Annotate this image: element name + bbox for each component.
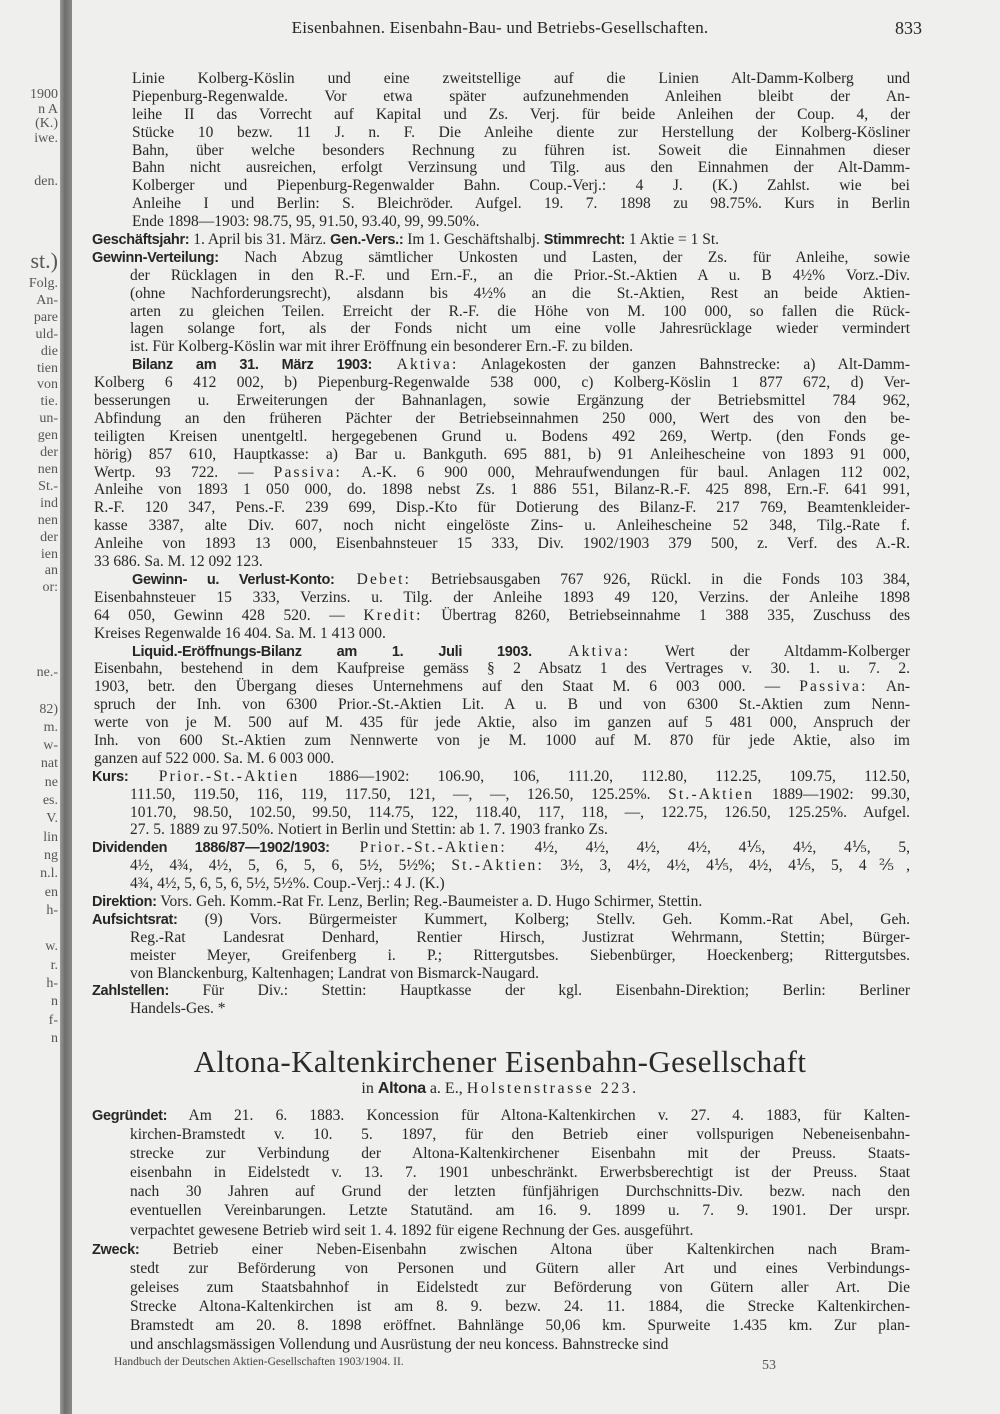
bold-label: Aufsichtsrat: xyxy=(92,911,178,928)
section-gewinn-verlust-konto xyxy=(0,571,1000,643)
facing-page-fragment: ne xyxy=(44,774,58,790)
body-text: Strecke Altona-Kaltenkirchen ist am 8. 9. bezw. 24. 11. 1884, die Strecke Kaltenkirchen- xyxy=(130,1297,910,1315)
text-line xyxy=(92,1106,910,1125)
text-line xyxy=(130,929,910,947)
body-text: (9) Vors. Bürgermeister Kummert, Kolberg; Stellv. Geh. Komm.-Rat Abel, Geh. xyxy=(177,910,910,928)
body-text: Eisenbahn, bestehend in dem Kaufpreise gemäss § 2 Absatz 1 des Vertrages v. 30. 1. u. 7. 2. xyxy=(94,660,910,678)
bold-label: Dividenden 1886/87—1902/1903: xyxy=(92,840,330,857)
text-line xyxy=(130,947,910,965)
text-line xyxy=(94,660,910,678)
facing-page-fragment: r. xyxy=(50,957,58,973)
body-text: ist. Für Kolberg-Köslin war mit ihrer Eröffnung ein besonderer Ern.-F. zu bilden. xyxy=(130,338,634,356)
text-line xyxy=(94,410,910,428)
bold-label: Bilanz am 31. März 1903: xyxy=(132,357,373,374)
facing-page-fragment: m. xyxy=(43,719,58,735)
text-line xyxy=(132,213,910,231)
body-text: werte von je M. 500 auf M. 435 für jede Aktie, also im ganzen auf 5 481 000, Anspruch der xyxy=(94,714,910,732)
text-line xyxy=(94,678,910,696)
running-header xyxy=(0,18,1000,42)
body-text: 4½, 4¾, 4½, 5, 6, 5, 6, 5½, 5½%; xyxy=(130,857,452,875)
body-text: Inh. von 600 St.-Aktien zum Nennwerte von je M. 1000 auf M. 870 für jede Aktie, also im xyxy=(94,731,910,749)
facing-page-fragment: Folg. xyxy=(28,276,58,291)
body-text: der Rücklagen in den R.-F. und Ern.-F., an die Prior.-St.-Aktien A u. B 4½% Vorz.-Div. xyxy=(130,266,910,284)
text-line xyxy=(92,893,910,911)
facing-page-fragment: n.l. xyxy=(40,866,58,882)
subtitle-rest: a. E., xyxy=(425,1080,467,1097)
body-text: Kreises Regenwalde 16 404. Sa. M. 1 413 000. xyxy=(94,624,386,642)
text-line xyxy=(94,625,910,643)
text-line xyxy=(94,732,910,750)
text-line xyxy=(130,1335,910,1354)
body-text: Anleihe I und Berlin: S. Bleichröder. Aufgel. 19. 7. 1898 zu 98.75%. Kurs in Berlin xyxy=(132,195,910,213)
spaced-label: Aktiva: xyxy=(372,356,459,374)
body-text: Vors. Geh. Komm.-Rat Fr. Lenz, Berlin; Reg.-Baumeister a. D. Hugo Schirmer, Stettin. xyxy=(156,892,703,910)
body-text: ganzen auf 522 000. Sa. M. 6 003 000. xyxy=(94,749,335,767)
text-line xyxy=(130,1182,910,1201)
facing-page-fragment: von xyxy=(37,377,58,393)
body-text: besserungen u. Erweiterungen der Bahnanlagen, sowie Ergänzung der Betriebsmittel 784 962, xyxy=(94,392,910,410)
body-text: 111.50, 119.50, 116, 119, 117.50, 121, —, —, 126.50, 125.25%. xyxy=(130,785,669,803)
facing-page-fragment: un- xyxy=(39,411,58,427)
body-text: 64 050, Gewinn 428 520. — xyxy=(94,606,364,624)
section-zahlstellen xyxy=(0,982,1000,1018)
facing-page-fragment: ne.- xyxy=(36,665,58,680)
bold-label: Gewinn-Verteilung: xyxy=(92,249,219,266)
text-line xyxy=(132,106,910,124)
text-line xyxy=(130,1259,910,1278)
text-line xyxy=(132,124,910,142)
text-line xyxy=(130,320,910,338)
bold-label: Kurs: xyxy=(92,768,129,785)
body-text: Eisenbahnsteuer 15 333, Verzins. u. Tilg. der Anleihe 1893 49 120, Verzins. der Anleihe 1898 xyxy=(94,588,910,606)
facing-page-fragment: iwe. xyxy=(34,130,58,146)
body-text: Kolberg 6 412 002, b) Piepenburg-Regenwalde 538 000, c) Kolberg-Köslin 1 877 672, d) Ver- xyxy=(94,374,910,392)
bold-label: Direktion: xyxy=(92,893,157,910)
bold-label: Gegründet: xyxy=(92,1108,168,1124)
company-address: Holstenstrasse 223. xyxy=(466,1080,639,1097)
body-text: Linie Kolberg-Köslin und eine zweitstellige auf die Linien Alt-Damm-Kolberg und xyxy=(132,70,910,87)
text-line xyxy=(130,786,910,804)
section-gewinn-verteilung xyxy=(0,249,1000,356)
facing-page-fragment: die xyxy=(40,343,58,359)
text-line xyxy=(94,428,910,446)
bold-label: Stimmrecht: xyxy=(543,232,626,249)
body-text: arten zu gleichen Teilen. Erreicht der R.-F. die Höhe von M. 100 000, so fallen die Rück- xyxy=(130,302,910,320)
page-number: 833 xyxy=(895,18,922,38)
text-line xyxy=(94,589,910,607)
body-text: von Blanckenburg, Kaltenhagen; Landrat von Bismarck-Naugard. xyxy=(130,964,540,982)
facing-page-fragment: n xyxy=(51,994,58,1010)
body-text: 101.70, 98.50, 102.50, 99.50, 114.75, 122, 118.40, 117, 118, —, 122.75, 126.50, 125.25%. Aufgel. xyxy=(130,803,910,821)
text-line xyxy=(130,1201,910,1220)
body-text: meister Meyer, Greifenberg i. P.; Rittergutsbes. Siebenbürger, Hoeckenberg; Rittergutsbes. xyxy=(130,946,910,964)
text-line xyxy=(130,267,910,285)
previous-company-entry xyxy=(0,70,1000,1018)
body-text: Stücke 10 bezw. 11 J. n. F. Die Anleihe diente zur Herstellung der Kolberg-Kösliner xyxy=(132,123,910,141)
text-line xyxy=(94,374,910,392)
text-line xyxy=(94,517,910,535)
section-dividenden xyxy=(0,839,1000,893)
spaced-label: Prior.-St.-Aktien xyxy=(128,767,300,785)
body-text: leihe II das Vorrecht auf Kapital und Zs. Verj. für beide Anleihen der Coup. 4, der xyxy=(132,105,910,123)
body-text: (ohne Nachforderungsrecht), alsdann bis 4½% an die St.-Aktien, Rest an beide Aktien- xyxy=(130,284,910,302)
body-text: 33 686. Sa. M. 12 092 123. xyxy=(94,553,263,571)
body-text: teiligten Kreisen unentgeltl. hergegebenen Grund u. Bodens 492 269, Wertp. (den Fonds ge- xyxy=(94,427,910,445)
body-text: verpachtet gewesene Betrieb wird seit 1. 4. 1892 für eigene Rechnung der Ges. ausgeführt. xyxy=(130,1221,694,1239)
text-line xyxy=(94,553,910,571)
bold-label: Geschäftsjahr: xyxy=(92,232,190,249)
facing-page-fragment: n A xyxy=(38,101,58,117)
section-geschaeftsjahr xyxy=(0,231,1000,249)
section-zweck xyxy=(0,1240,1000,1355)
spaced-label: Kredit: xyxy=(363,606,423,624)
body-text: kirchen-Bramstedt v. 10. 5. 1897, für den Betrieb einer vollspurigen Nebeneisenbahn- xyxy=(130,1126,910,1144)
section-direktion xyxy=(0,893,1000,911)
text-line xyxy=(130,1144,910,1163)
facing-page-fragment: lin xyxy=(43,829,58,845)
text-line xyxy=(130,1125,910,1144)
facing-page-fragment: gen xyxy=(37,428,58,444)
facing-page-fragment: der xyxy=(40,529,58,545)
body-text: Ende 1898—1903: 98.75, 95, 91.50, 93.40, 99, 99.50%. xyxy=(132,213,480,231)
body-text: Piepenburg-Regenwalde. Vor etwa später aufzunehmenden Anleihen bleibt der An- xyxy=(132,87,910,105)
text-line xyxy=(92,768,910,786)
text-line xyxy=(94,392,910,410)
bold-label: Gen.-Vers.: xyxy=(330,232,404,249)
facing-page-fragment: (K.) xyxy=(35,116,58,131)
facing-page-fragment: V. xyxy=(46,811,58,827)
company-title: Altona-Kaltenkirchener Eisenbahn-Gesellschaft xyxy=(193,1044,807,1079)
text-line xyxy=(130,338,910,356)
text-line xyxy=(132,643,910,661)
section-kurs xyxy=(0,768,1000,840)
body-text: Am 21. 6. 1883. Koncession für Altona-Kaltenkirchen v. 27. 4. 1883, für Kalten- xyxy=(167,1107,910,1124)
text-line xyxy=(130,285,910,303)
facing-page-fragment: h- xyxy=(46,976,58,992)
facing-page-fragment: nen xyxy=(37,512,58,528)
text-line xyxy=(130,875,910,893)
text-line xyxy=(130,857,910,875)
body-text: R.-F. 120 347, Pens.-F. 239 699, Disp.-Kto für Dotierung des Bilanz-F. 217 769, Beamtenkleider- xyxy=(94,499,910,517)
text-line xyxy=(132,70,910,88)
body-text: Anleihe von 1893 1 050 000, do. 1898 nebst Zs. 1 886 551, Bilanz-R.-F. 425 898, Ern.-F. 641 991, xyxy=(94,481,910,499)
text-line xyxy=(92,231,910,249)
spaced-label: St.-Aktien: xyxy=(451,857,545,875)
body-text: 1886—1902: 106.90, 106, 111.20, 112.80, 112.25, 109.75, 112.50, xyxy=(299,767,910,785)
text-line xyxy=(92,911,910,929)
body-text: Bramstedt am 20. 8. 1898 eröffnet. Bahnlänge 50,06 km. Spurweite 1.435 km. Zur plan- xyxy=(130,1317,910,1335)
body-text: Anlagekosten der ganzen Bahnstrecke: a) Alt-Damm- xyxy=(458,356,910,374)
text-line xyxy=(132,159,910,177)
facing-page-fragment: den. xyxy=(34,174,58,189)
facing-page-fragment: f- xyxy=(48,1012,58,1028)
body-text: Reg.-Rat Landesrat Denhard, Rentier Hirsch, Justizrat Wehrmann, Stettin; Bürger- xyxy=(130,928,910,946)
facing-page-fragment: pare xyxy=(33,309,58,325)
section-bilanz xyxy=(0,356,1000,571)
body-text: Wertp. 93 722. — xyxy=(94,463,274,481)
facing-page-fragment: en xyxy=(44,884,58,900)
footer-source: Handbuch der Deutschen Aktien-Gesellschaften 1903/1904. II. xyxy=(114,1356,404,1368)
body-text: A.-K. 6 900 000, Mehraufwendungen für baul. Anlagen 112 002, xyxy=(342,463,910,481)
body-text: Bahn, über welche besonders Rechnung zu führen ist. Soweit die Einnahmen dieser xyxy=(132,141,910,159)
facing-page-fragment: h- xyxy=(46,902,58,918)
body-text: kasse 3387, alte Div. 607, noch nicht eingelöste Zins- u. Anleihescheine 52 348, Tilg.-Rate f. xyxy=(94,517,910,535)
subtitle-in: in xyxy=(361,1080,378,1097)
section-anleihe-text xyxy=(0,70,1000,231)
bold-label: Gewinn- u. Verlust-Konto: xyxy=(132,571,335,588)
text-line xyxy=(130,1221,910,1240)
facing-page-fragment: n xyxy=(51,1030,58,1046)
text-line xyxy=(130,1000,910,1018)
facing-page-fragment: 82) xyxy=(39,701,58,717)
body-text: Bahn nicht ausreichen, erfolgt Verzinsung und Tilg. aus den Einnahmen der Alt-Damm- xyxy=(132,159,910,177)
text-line xyxy=(92,249,910,267)
body-text: 27. 5. 1889 zu 97.50%. Notiert in Berlin und Stettin: ab 1. 7. 1903 franko Zs. xyxy=(130,821,608,839)
body-text: 4¾, 4½, 5, 6, 5, 6, 5½, 5½%. Coup.-Verj.: 4 J. (K.) xyxy=(130,875,445,893)
bold-label: Zahlstellen: xyxy=(92,983,169,1000)
facing-page-fragment: 1900 xyxy=(30,88,58,102)
text-line xyxy=(132,195,910,213)
body-text: Betriebsausgaben 767 926, Rückl. in die Fonds 103 384, xyxy=(411,570,910,588)
section-gegruendet xyxy=(0,1106,1000,1240)
facing-page-fragment: nen xyxy=(37,461,58,477)
facing-page-fragment: nat xyxy=(40,756,58,772)
text-line xyxy=(132,88,910,106)
facing-page-fragment: w- xyxy=(43,738,58,754)
spaced-label: Passiva: xyxy=(799,678,868,696)
body-text: nach 30 Jahren auf Grund der letzten fünfjährigen Durchschnitts-Div. bezw. nach den xyxy=(130,1183,910,1201)
body-text: Abfindung an den früheren Pächter der Betriebseinnahmen 250 000, Wert des von den be- xyxy=(94,409,910,427)
spaced-label: Debet: xyxy=(334,570,412,588)
body-text: stedt zur Beförderung von Personen und Gütern aller Art und eines Verbindungs- xyxy=(130,1259,910,1277)
spaced-label: Prior.-St.-Aktien: xyxy=(329,839,507,857)
text-line xyxy=(94,446,910,464)
bold-label: Liquid.-Eröffnungs-Bilanz am 1. Juli 1903. xyxy=(132,643,532,660)
text-line xyxy=(130,1316,910,1335)
body-text: Nach Abzug sämtlicher Unkosten und Lasten, der Zs. für Anleihe, sowie xyxy=(218,248,910,266)
body-text: 1889—1902: 99.30, xyxy=(754,785,910,803)
body-text: spruch der Inh. von 6300 Prior.-St.-Aktien Lit. A u. B und von 6300 St.-Aktien zum Nenn- xyxy=(94,696,910,714)
body-text: eventuellen Vereinbarungen. Letzte Statutänd. am 16. 9. 1899 u. 7. 9. 1901. Der urspr. xyxy=(130,1202,910,1220)
body-text: eisenbahn in Eidelstedt v. 13. 7. 1901 unbeschränkt. Erwerbsberechtigt ist der Preuss. Staat xyxy=(130,1164,910,1182)
body-text: strecke zur Verbindung der Altona-Kaltenkirchener Eisenbahn mit der Preuss. Staats- xyxy=(130,1145,910,1163)
facing-page-fragment: ind xyxy=(40,495,58,511)
body-text: 1903, betr. den Übergang dieses Unternehmens auf den Staat M. 6 003 000. — xyxy=(94,678,800,696)
body-text: Für Div.: Stettin: Hauptkasse der kgl. Eisenbahn-Direktion; Berlin: Berliner xyxy=(168,982,910,1000)
facing-page-fragment: an xyxy=(44,563,58,579)
facing-page-fragment: st.) xyxy=(30,248,58,273)
facing-page-fragment: w. xyxy=(45,939,58,955)
text-line xyxy=(94,464,910,482)
text-line xyxy=(130,804,910,822)
body-text: hörig) 857 610, Hauptkasse: a) Bar u. Bankguth. 695 881, b) 91 Anleihescheine von 1893 91 000, xyxy=(94,445,910,463)
facing-page-fragment: or: xyxy=(42,580,58,596)
company-subtitle xyxy=(0,1080,1000,1098)
body-text: 1 Aktie = 1 St. xyxy=(625,231,720,249)
bold-label: Zweck: xyxy=(92,1241,140,1258)
text-line xyxy=(94,714,910,732)
facing-page-fragment: uld- xyxy=(35,326,58,342)
body-text: und anschlagsmässigen Vollendung und Ausrüstung der neu koncess. Bahnstrecke sind xyxy=(130,1336,669,1354)
body-text: Übertrag 8260, Betriebseinnahme 1 388 335, Zuschuss des xyxy=(422,606,911,624)
body-text: Wert der Altdamm-Kolberger xyxy=(630,642,910,660)
text-line xyxy=(94,535,910,553)
body-text: 1. April bis 31. März. xyxy=(189,231,331,249)
body-text: An- xyxy=(867,678,910,696)
body-text: Handels-Ges. * xyxy=(130,1000,226,1018)
body-text: geleises zum Staatsbahnhof in Eidelstedt zur Beförderung von Gütern aller Art. Die xyxy=(130,1278,910,1296)
text-line xyxy=(132,356,910,374)
body-text: 4½, 4½, 4½, 4½, 4⅕, 4½, 4⅕, 5, xyxy=(506,839,910,857)
text-line xyxy=(132,571,910,589)
section-liquid-bilanz xyxy=(0,643,1000,768)
text-line xyxy=(130,1163,910,1182)
text-line xyxy=(132,142,910,160)
company-city: Altona xyxy=(377,1080,426,1097)
running-header-title: Eisenbahnen. Eisenbahn-Bau- und Betriebs-Gesellschaften. xyxy=(291,18,709,37)
text-line xyxy=(130,303,910,321)
facing-page-fragment: tien xyxy=(37,360,58,376)
body-text: Kolberger und Piepenburg-Regenwalder Bahn. Coup.-Verj.: 4 J. (K.) Zahlst. wie bei xyxy=(132,177,910,195)
text-line xyxy=(130,965,910,983)
body-text: Anleihe von 1893 13 000, Eisenbahnsteuer 15 333, Div. 1902/1903 379 500, z. Verf. des A.-R. xyxy=(94,535,910,553)
spaced-label: St.-Aktien xyxy=(668,785,755,803)
text-line xyxy=(94,750,910,768)
facing-page-fragment: ng xyxy=(44,847,58,863)
text-line xyxy=(132,177,910,195)
text-line xyxy=(94,499,910,517)
facing-page-fragment: An- xyxy=(36,292,58,308)
text-line xyxy=(94,607,910,625)
text-line xyxy=(92,839,910,857)
body-text: Betrieb einer Neben-Eisenbahn zwischen Altona über Kaltenkirchen nach Bram- xyxy=(139,1240,910,1258)
section-aufsichtsrat xyxy=(0,911,1000,983)
spaced-label: Aktiva: xyxy=(531,642,631,660)
facing-page-fragment: ien xyxy=(40,546,58,562)
body-text: lagen solange fort, als der Fonds nicht um eine volle Jahresrücklage wieder vermindert xyxy=(130,320,910,338)
facing-page-fragment: der xyxy=(40,445,58,461)
text-line xyxy=(130,821,910,839)
body-text: Im 1. Geschäftshalbj. xyxy=(403,231,544,249)
text-line xyxy=(94,481,910,499)
text-line xyxy=(130,1278,910,1297)
facing-page-fragment: St.- xyxy=(38,478,58,494)
text-line xyxy=(92,1240,910,1259)
text-line xyxy=(94,696,910,714)
sheet-number: 53 xyxy=(762,1358,776,1373)
text-line xyxy=(92,982,910,1000)
spaced-label: Passiva: xyxy=(273,463,343,481)
facing-page-fragment: es. xyxy=(42,793,58,809)
facing-page-fragment: tie. xyxy=(40,394,58,410)
body-text: 3½, 3, 4½, 4½, 4⅕, 4½, 4⅕, 5, 4⅖, xyxy=(544,857,910,875)
company-entry xyxy=(0,1106,1000,1354)
text-line xyxy=(130,1297,910,1316)
